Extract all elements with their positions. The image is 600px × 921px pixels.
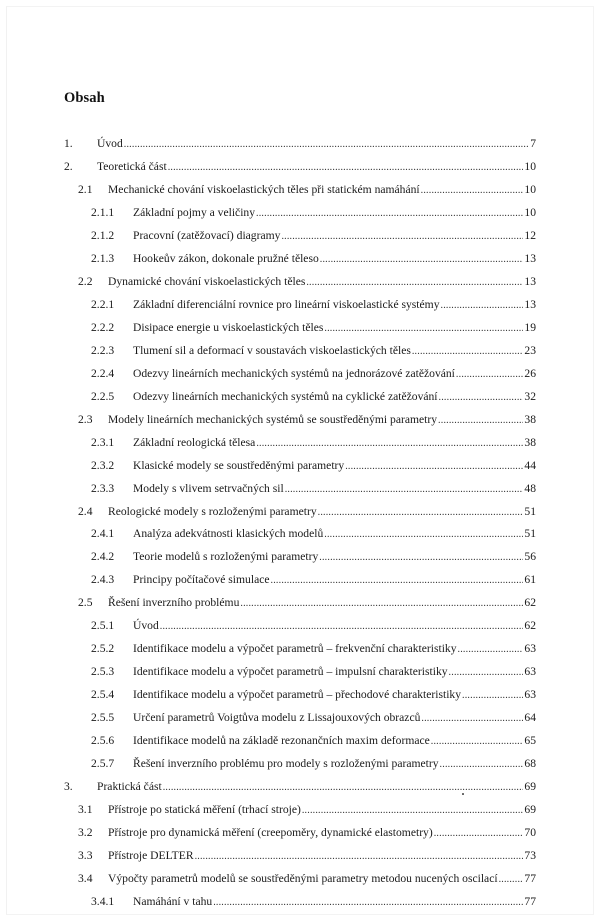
dot-leader	[345, 456, 523, 479]
dot-leader	[163, 777, 524, 800]
toc-entry-title[interactable]: Dynamické chování viskoelastických těles	[108, 271, 306, 294]
toc-entry[interactable]	[7, 501, 600, 524]
toc-entry-title[interactable]: Přístroje po statická měření (trhací stroje)	[108, 799, 302, 822]
toc-entry-number: 2.5.3	[91, 665, 115, 679]
toc-entry[interactable]	[7, 156, 600, 179]
toc-entry-page-number[interactable]: 61	[524, 573, 536, 587]
dot-leader	[318, 502, 524, 525]
toc-entry-title[interactable]: Identifikace modelů na základě rezonančních maxim deformace	[133, 730, 431, 753]
dot-leader	[195, 846, 524, 869]
toc-entry-number: 2.5.5	[91, 711, 115, 725]
toc-entry-line	[133, 317, 536, 341]
toc-entry[interactable]	[7, 409, 600, 432]
dot-leader	[412, 341, 524, 364]
dot-leader	[421, 708, 523, 731]
toc-entry-number: 2.2.5	[91, 389, 115, 403]
toc-entry-page-number[interactable]: 63	[524, 642, 536, 656]
toc-entry-line	[133, 569, 536, 593]
toc-entry[interactable]	[7, 822, 600, 845]
toc-entry-title[interactable]: Praktická část	[97, 776, 163, 799]
toc-entry[interactable]	[7, 294, 600, 317]
toc-entry-number: 2.	[64, 159, 73, 173]
toc-entry-title[interactable]: Určení parametrů Voigtůva modelu z Lissajouxových obrazců	[133, 707, 421, 730]
toc-entry-page-number[interactable]: 12	[524, 228, 536, 242]
dot-leader	[439, 387, 524, 410]
toc-entry-number: 2.2.4	[91, 366, 115, 380]
toc-entry[interactable]	[7, 753, 600, 776]
dot-leader	[285, 479, 524, 502]
toc-heading: Obsah	[64, 90, 105, 106]
toc-entry-page-number[interactable]: 68	[524, 757, 536, 771]
dot-leader	[441, 295, 524, 318]
toc-entry-number: 2.2.1	[91, 297, 115, 311]
dot-leader	[456, 364, 523, 387]
toc-entry-title[interactable]: Reologické modely s rozloženými parametry	[108, 501, 318, 524]
toc-entry[interactable]	[7, 615, 600, 638]
toc-entry-line	[133, 661, 536, 685]
dot-leader	[440, 754, 524, 777]
toc-entry-page-number[interactable]: 7	[530, 137, 536, 150]
toc-entry-line	[97, 156, 536, 180]
dot-leader	[271, 570, 524, 593]
toc-entry-number: 2.5.7	[91, 757, 115, 771]
toc-entry-page-number[interactable]: 26	[524, 366, 536, 380]
toc-entry-page-number[interactable]: 23	[524, 343, 536, 357]
toc-entry[interactable]	[7, 248, 600, 271]
toc-entry-number: 2.4.2	[91, 550, 115, 564]
toc-entry-page-number[interactable]: 48	[524, 481, 536, 495]
toc-entry-page-number[interactable]: 10	[524, 159, 536, 173]
toc-entry-number: 2.5.1	[91, 619, 115, 633]
dot-leader	[302, 800, 524, 823]
toc-entry-line	[108, 868, 536, 892]
toc-entry[interactable]	[7, 317, 600, 340]
toc-entry-line	[133, 730, 536, 754]
toc-entry-title[interactable]: Teorie modelů s rozloženými parametry	[133, 546, 319, 569]
toc-entry-line	[133, 638, 536, 662]
toc-entry-number: 2.4	[78, 504, 93, 518]
toc-entry-page-number[interactable]: 73	[524, 849, 536, 863]
toc-entry-line	[133, 546, 536, 570]
toc-entry-page-number[interactable]: 70	[524, 826, 536, 840]
toc-entry-line	[108, 845, 536, 869]
dot-leader	[499, 869, 524, 892]
toc-entry-page-number[interactable]: 13	[524, 251, 536, 265]
dot-leader	[324, 318, 523, 341]
toc-entry-line	[133, 432, 536, 456]
toc-entry-line	[108, 592, 536, 616]
dot-leader	[160, 616, 524, 639]
scan-artifact-dot	[462, 793, 464, 795]
toc-entry-title[interactable]: Přístroje pro dynamická měření (creepoměry, dynamické elastometry)	[108, 822, 434, 845]
toc-entry-title[interactable]: Identifikace modelu a výpočet parametrů – impulsní charakteristiky	[133, 661, 449, 684]
toc-entry-title[interactable]: Řešení inverzního problému pro modely s rozloženými parametry	[133, 753, 440, 776]
toc-entry-line	[133, 248, 536, 272]
toc-entry[interactable]	[7, 799, 600, 822]
toc-entry[interactable]	[7, 225, 600, 248]
dot-leader	[458, 639, 524, 662]
toc-entry-page-number[interactable]: 63	[524, 688, 536, 702]
toc-entry-number: 2.3.1	[91, 435, 115, 449]
toc-entry[interactable]	[7, 386, 600, 409]
toc-entry-line	[133, 363, 536, 387]
toc-entry[interactable]	[7, 133, 600, 156]
toc-entry-line	[133, 478, 536, 502]
toc-entry-line	[108, 179, 536, 203]
dot-leader	[240, 593, 523, 616]
toc-entry-line	[133, 615, 536, 639]
dot-leader	[438, 410, 523, 433]
toc-entry[interactable]	[7, 707, 600, 730]
toc-entry-page-number[interactable]: 65	[524, 734, 536, 748]
toc-entry-number: 2.2	[78, 274, 93, 288]
toc-entry-title[interactable]: Odezvy lineárních mechanických systémů na cyklické zatěžování	[133, 386, 439, 409]
table-of-contents	[7, 133, 600, 914]
toc-entry-title[interactable]: Tlumení sil a deformací v soustavách viskoelastických těles	[133, 340, 412, 363]
toc-entry[interactable]	[7, 455, 600, 478]
toc-entry-page-number[interactable]: 77	[524, 894, 536, 908]
toc-entry-number: 2.3.3	[91, 481, 115, 495]
toc-entry-number: 2.1.1	[91, 205, 115, 219]
toc-entry-title[interactable]: Výpočty parametrů modelů se soustředěnými parametry metodou nucených oscilací	[108, 868, 499, 891]
toc-entry-number: 2.5.2	[91, 642, 115, 656]
toc-entry-line	[133, 294, 536, 318]
toc-entry-page-number[interactable]: 69	[524, 780, 536, 794]
toc-entry-number: 1.	[64, 137, 73, 150]
toc-entry-line	[133, 753, 536, 777]
dot-leader	[421, 180, 524, 203]
toc-entry-title[interactable]: Řešení inverzního problému	[108, 592, 240, 615]
toc-entry[interactable]	[7, 363, 600, 386]
toc-entry-page-number[interactable]: 62	[524, 619, 536, 633]
toc-entry-line	[133, 523, 536, 547]
toc-entry-title[interactable]: Základní reologická tělesa	[133, 432, 256, 455]
toc-entry-line	[97, 133, 536, 157]
toc-entry[interactable]	[7, 271, 600, 294]
dot-leader	[431, 731, 524, 754]
dot-leader	[319, 547, 523, 570]
toc-entry[interactable]	[7, 868, 600, 891]
toc-entry-title[interactable]: Analýza adekvátnosti klasických modelů	[133, 523, 324, 546]
toc-entry-line	[133, 684, 536, 708]
toc-entry-title[interactable]: Pracovní (zatěžovací) diagramy	[133, 225, 281, 248]
toc-entry-page-number[interactable]: 13	[524, 274, 536, 288]
toc-entry-page-number[interactable]: 64	[524, 711, 536, 725]
toc-entry-title[interactable]: Identifikace modelu a výpočet parametrů – frekvenční charakteristiky	[133, 638, 458, 661]
toc-entry-title[interactable]: Principy počítačové simulace	[133, 569, 271, 592]
toc-entry-number: 2.2.3	[91, 343, 115, 357]
toc-entry-page-number[interactable]: 69	[524, 803, 536, 817]
toc-entry-title[interactable]: Hookeův zákon, dokonale pružné těleso	[133, 248, 320, 271]
toc-entry-number: 2.1.2	[91, 228, 115, 242]
toc-entry[interactable]	[7, 661, 600, 684]
dot-leader	[124, 134, 529, 157]
toc-entry-number: 2.5.6	[91, 734, 115, 748]
toc-entry-line	[108, 501, 536, 525]
toc-entry[interactable]	[7, 179, 600, 202]
toc-entry-number: 3.1	[78, 803, 93, 817]
dot-leader	[320, 249, 524, 272]
toc-entry-line	[97, 776, 536, 800]
toc-entry-page-number[interactable]: 38	[524, 412, 536, 426]
toc-entry-number: 2.5	[78, 596, 93, 610]
toc-entry-title[interactable]: Disipace energie u viskoelastických těles	[133, 317, 324, 340]
dot-leader	[434, 823, 524, 846]
toc-entry-title[interactable]: Namáhání v tahu	[133, 891, 213, 914]
toc-entry-line	[133, 891, 536, 915]
toc-entry-line	[133, 386, 536, 410]
toc-entry-number: 3.2	[78, 826, 93, 840]
toc-entry-line	[108, 822, 536, 846]
toc-entry-line	[108, 409, 536, 433]
toc-entry-line	[133, 202, 536, 226]
toc-entry-title[interactable]: Teoretická část	[97, 156, 168, 179]
toc-entry[interactable]	[7, 776, 600, 799]
toc-entry-number: 2.3.2	[91, 458, 115, 472]
toc-entry-title[interactable]: Identifikace modelu a výpočet parametrů – přechodové charakteristiky	[133, 684, 462, 707]
toc-entry[interactable]	[7, 845, 600, 868]
toc-entry-line	[133, 225, 536, 249]
toc-entry-line	[133, 707, 536, 731]
toc-entry[interactable]	[7, 891, 600, 914]
toc-entry-title[interactable]: Klasické modely se soustředěnými parametry	[133, 455, 345, 478]
toc-entry-page-number[interactable]: 56	[524, 550, 536, 564]
toc-entry-number: 3.3	[78, 849, 93, 863]
toc-entry-page-number[interactable]: 44	[524, 458, 536, 472]
toc-entry-page-number[interactable]: 51	[524, 504, 536, 518]
toc-entry-page-number[interactable]: 32	[524, 389, 536, 403]
toc-entry-page-number[interactable]: 10	[524, 205, 536, 219]
dot-leader	[449, 662, 524, 685]
toc-entry-page-number[interactable]: 38	[524, 435, 536, 449]
toc-entry-number: 2.4.3	[91, 573, 115, 587]
toc-entry[interactable]	[7, 546, 600, 569]
toc-entry[interactable]	[7, 202, 600, 225]
toc-entry-number: 2.5.4	[91, 688, 115, 702]
toc-entry-title[interactable]: Základní diferenciální rovnice pro lineární viskoelastické systémy	[133, 294, 441, 317]
toc-entry-title[interactable]: Úvod	[97, 133, 124, 156]
toc-entry[interactable]	[7, 340, 600, 363]
document-page	[6, 6, 594, 915]
toc-entry-number: 3.4	[78, 872, 93, 885]
toc-entry-line	[108, 799, 536, 823]
toc-entry-title[interactable]: Přístroje DELTER	[108, 845, 195, 868]
toc-entry-title[interactable]: Úvod	[133, 615, 160, 638]
toc-entry[interactable]	[7, 478, 600, 501]
dot-leader	[462, 685, 523, 708]
toc-entry-page-number[interactable]: 19	[524, 320, 536, 334]
toc-entry-title[interactable]: Základní pojmy a veličiny	[133, 202, 256, 225]
toc-entry-line	[108, 271, 536, 295]
toc-entry-title[interactable]: Odezvy lineárních mechanických systémů na jednorázové zatěžování	[133, 363, 456, 386]
toc-entry-page-number[interactable]: 51	[524, 527, 536, 541]
toc-entry[interactable]	[7, 569, 600, 592]
dot-leader	[256, 433, 523, 456]
toc-entry-number: 2.3	[78, 412, 93, 426]
toc-entry-line	[133, 455, 536, 479]
toc-entry-number: 3.4.1	[91, 894, 115, 908]
toc-entry-page-number[interactable]: 77	[524, 872, 536, 885]
toc-entry-number: 2.4.1	[91, 527, 115, 541]
toc-entry-page-number[interactable]: 10	[524, 182, 536, 196]
toc-entry-number: 2.2.2	[91, 320, 115, 334]
toc-entry[interactable]	[7, 730, 600, 753]
dot-leader	[324, 524, 523, 547]
dot-leader	[306, 272, 523, 295]
toc-entry[interactable]	[7, 432, 600, 455]
toc-entry-line	[133, 340, 536, 364]
toc-entry-title[interactable]: Modely s vlivem setrvačných sil	[133, 478, 285, 501]
toc-entry[interactable]	[7, 684, 600, 707]
dot-leader	[256, 203, 523, 226]
toc-entry-page-number[interactable]: 13	[524, 297, 536, 311]
toc-entry-title[interactable]: Modely lineárních mechanických systémů se soustředěnými parametry	[108, 409, 438, 432]
dot-leader	[281, 226, 523, 249]
toc-entry-number: 3.	[64, 780, 73, 794]
toc-entry-page-number[interactable]: 63	[524, 665, 536, 679]
dot-leader	[213, 892, 523, 915]
toc-entry-number: 2.1.3	[91, 251, 115, 265]
toc-entry-title[interactable]: Mechanické chování viskoelastických těles při statickém namáhání	[108, 179, 421, 202]
toc-entry[interactable]	[7, 523, 600, 546]
toc-entry[interactable]	[7, 638, 600, 661]
toc-entry-page-number[interactable]: 62	[524, 596, 536, 610]
dot-leader	[168, 157, 524, 180]
toc-entry[interactable]	[7, 592, 600, 615]
toc-entry-number: 2.1	[78, 182, 93, 196]
